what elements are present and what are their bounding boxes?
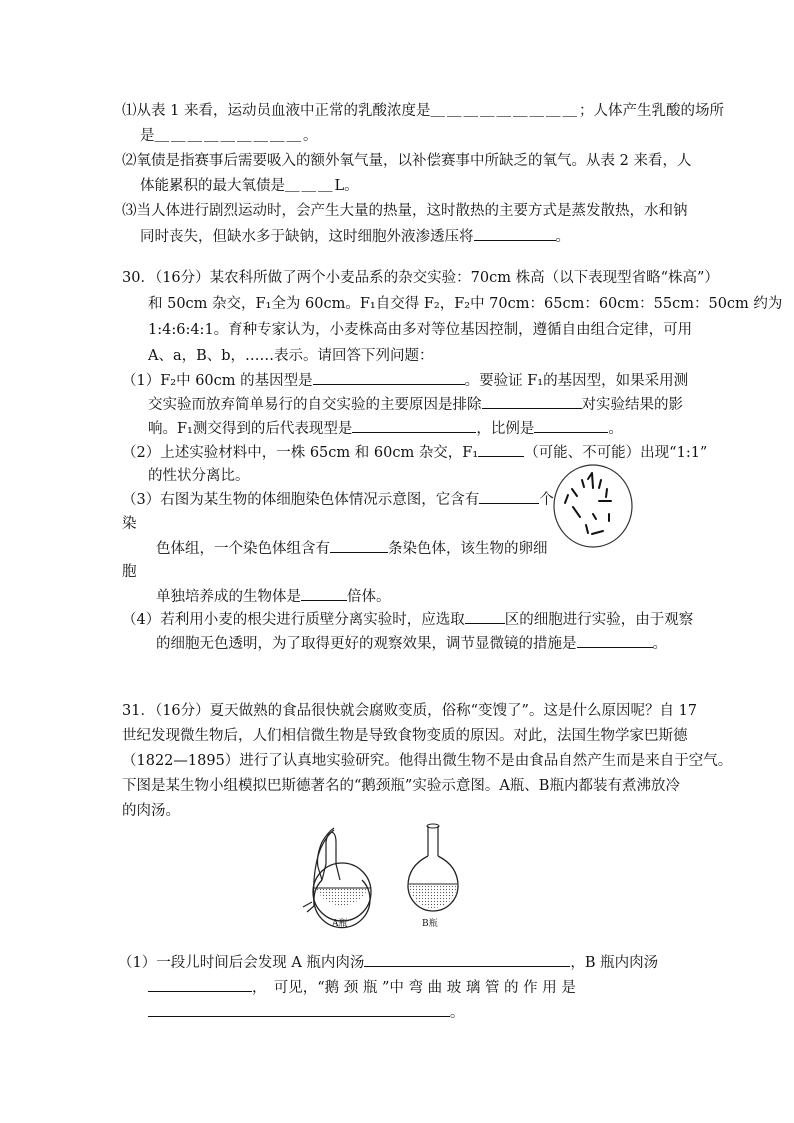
- flask-b: [408, 824, 458, 911]
- blank: ＿＿＿＿＿＿＿＿＿: [430, 103, 579, 119]
- blank: [465, 609, 505, 624]
- q30-sub1-line3: 响。F₁测交得到的后代表现型是 ，比例是 。: [148, 418, 623, 439]
- blank: [364, 952, 570, 967]
- swan-neck-flask-diagram: [292, 822, 472, 942]
- flask-a-label: A瓶: [332, 919, 348, 929]
- blank: [478, 442, 524, 457]
- q30-sub2-line2: 的性状分离比。: [148, 468, 250, 484]
- blank: ＿＿＿: [285, 178, 335, 194]
- q30-sub4-line1: （4）若利用小麦的根尖进行质壁分离实验时，应选取 区的细胞进行实验，由于观察: [122, 609, 693, 630]
- q31-intro-line1: 31．（16分）夏天做熟的食品很快就会腐败变质，俗称“变馊了”。这是什么原因呢？自 17: [122, 703, 698, 719]
- q31-sub1-line3: 。: [148, 1002, 465, 1023]
- q29-part2-line2: 体能累积的最大氧债是＿＿＿L。: [140, 178, 359, 194]
- blank: [301, 586, 347, 601]
- blank: [479, 489, 539, 504]
- flask-b-label: B瓶: [422, 919, 438, 929]
- q31-intro-line4: 下图是某生物小组模拟巴斯德著名的“鹅颈瓶”实验示意图。A瓶、B瓶内都装有煮沸放冷: [122, 778, 680, 794]
- q30-sub3-wrap2: 胞: [122, 564, 137, 580]
- q30-sub3-line2: 色体组，一个染色体组含有 条染色体，该生物的卵细: [156, 538, 548, 559]
- q29-part1-line1: ⑴从表 1 来看，运动员血液中正常的乳酸浓度是＿＿＿＿＿＿＿＿＿；人体产生乳酸的场所: [122, 103, 724, 119]
- q31-intro-line2: 世纪发现微生物后，人们相信微生物是导致食物变质的原因。对此，法国生物学家巴斯德: [122, 728, 688, 744]
- flask-a: [303, 828, 371, 928]
- blank: [534, 418, 608, 433]
- blank: [482, 394, 582, 409]
- q30-intro-line1: 30．（16分）某农科所做了两个小麦品系的杂交实验：70cm 株高（以下表现型省略“株高”）: [122, 270, 719, 286]
- q30-sub1-line2: 交实验而放弃简单易行的自交实验的主要原因是排除 对实验结果的影: [148, 394, 683, 415]
- blank: [330, 538, 388, 553]
- q30-intro-line2: 和 50cm 杂交，F₁全为 60cm。F₁自交得 F₂，F₂中 70cm：65cm：60cm：55cm：50cm 约为: [148, 296, 783, 312]
- q30-sub2-line1: （2）上述实验材料中，一株 65cm 和 60cm 杂交，F₁ （可能、不可能）出现“1:1”: [122, 442, 707, 463]
- q30-sub3-line1: （3）右图为某生物的体细胞染色体情况示意图，它含有 个: [122, 489, 554, 510]
- q29-part3-line1: ⑶当人体进行剧烈运动时，会产生大量的热量，这时散热的主要方式是蒸发散热，水和钠: [122, 203, 688, 219]
- q29-part3-line2: 同时丧失，但缺水多于缺钠，这时细胞外液渗透压将 。: [140, 226, 570, 247]
- blank: [313, 370, 465, 385]
- q31-intro-line3: （1822—1895）进行了认真地实验研究。他得出微生物不是由食品自然产生而是来自于空气。: [122, 753, 733, 769]
- cell-chromosome-diagram: [552, 463, 634, 549]
- blank: [577, 633, 653, 648]
- q29-part2-line1: ⑵氧债是指赛事后需要吸入的额外氧气量，以补偿赛事中所缺乏的氧气。从表 2 来看，人: [122, 153, 692, 169]
- q29-part1-line2: 是＿＿＿＿＿＿＿＿＿。: [140, 128, 318, 144]
- q31-sub1-line1: （1）一段儿时间后会发现 A 瓶内肉汤 ，B 瓶内肉汤: [118, 952, 658, 973]
- blank: [474, 226, 556, 241]
- q30-intro-line4: A、a，B、b，……表示。请回答下列问题：: [148, 348, 434, 364]
- q30-sub1-line1: （1）F₂中 60cm 的基因型是 。要验证 F₁的基因型，如果采用测: [122, 370, 688, 391]
- blank: [148, 977, 252, 992]
- q30-sub3-wrap1: 染: [122, 516, 137, 532]
- q31-intro-line5: 的肉汤。: [122, 803, 180, 819]
- blank: ＿＿＿＿＿＿＿＿＿: [154, 128, 303, 144]
- q31-sub1-line2: ， 可见，“鹅 颈 瓶 ”中 弯 曲 玻 璃 管 的 作 用 是: [148, 977, 676, 998]
- q30-intro-line3: 1:4:6:4:1。育种专家认为，小麦株高由多对等位基因控制，遵循自由组合定律，可用: [148, 322, 693, 338]
- blank: [148, 1002, 450, 1017]
- q30-sub4-line2: 的细胞无色透明，为了取得更好的观察效果，调节显微镜的措施是 。: [156, 633, 667, 654]
- q30-sub3-line3: 单独培养成的生物体是 倍体。: [156, 586, 391, 607]
- blank: [352, 418, 476, 433]
